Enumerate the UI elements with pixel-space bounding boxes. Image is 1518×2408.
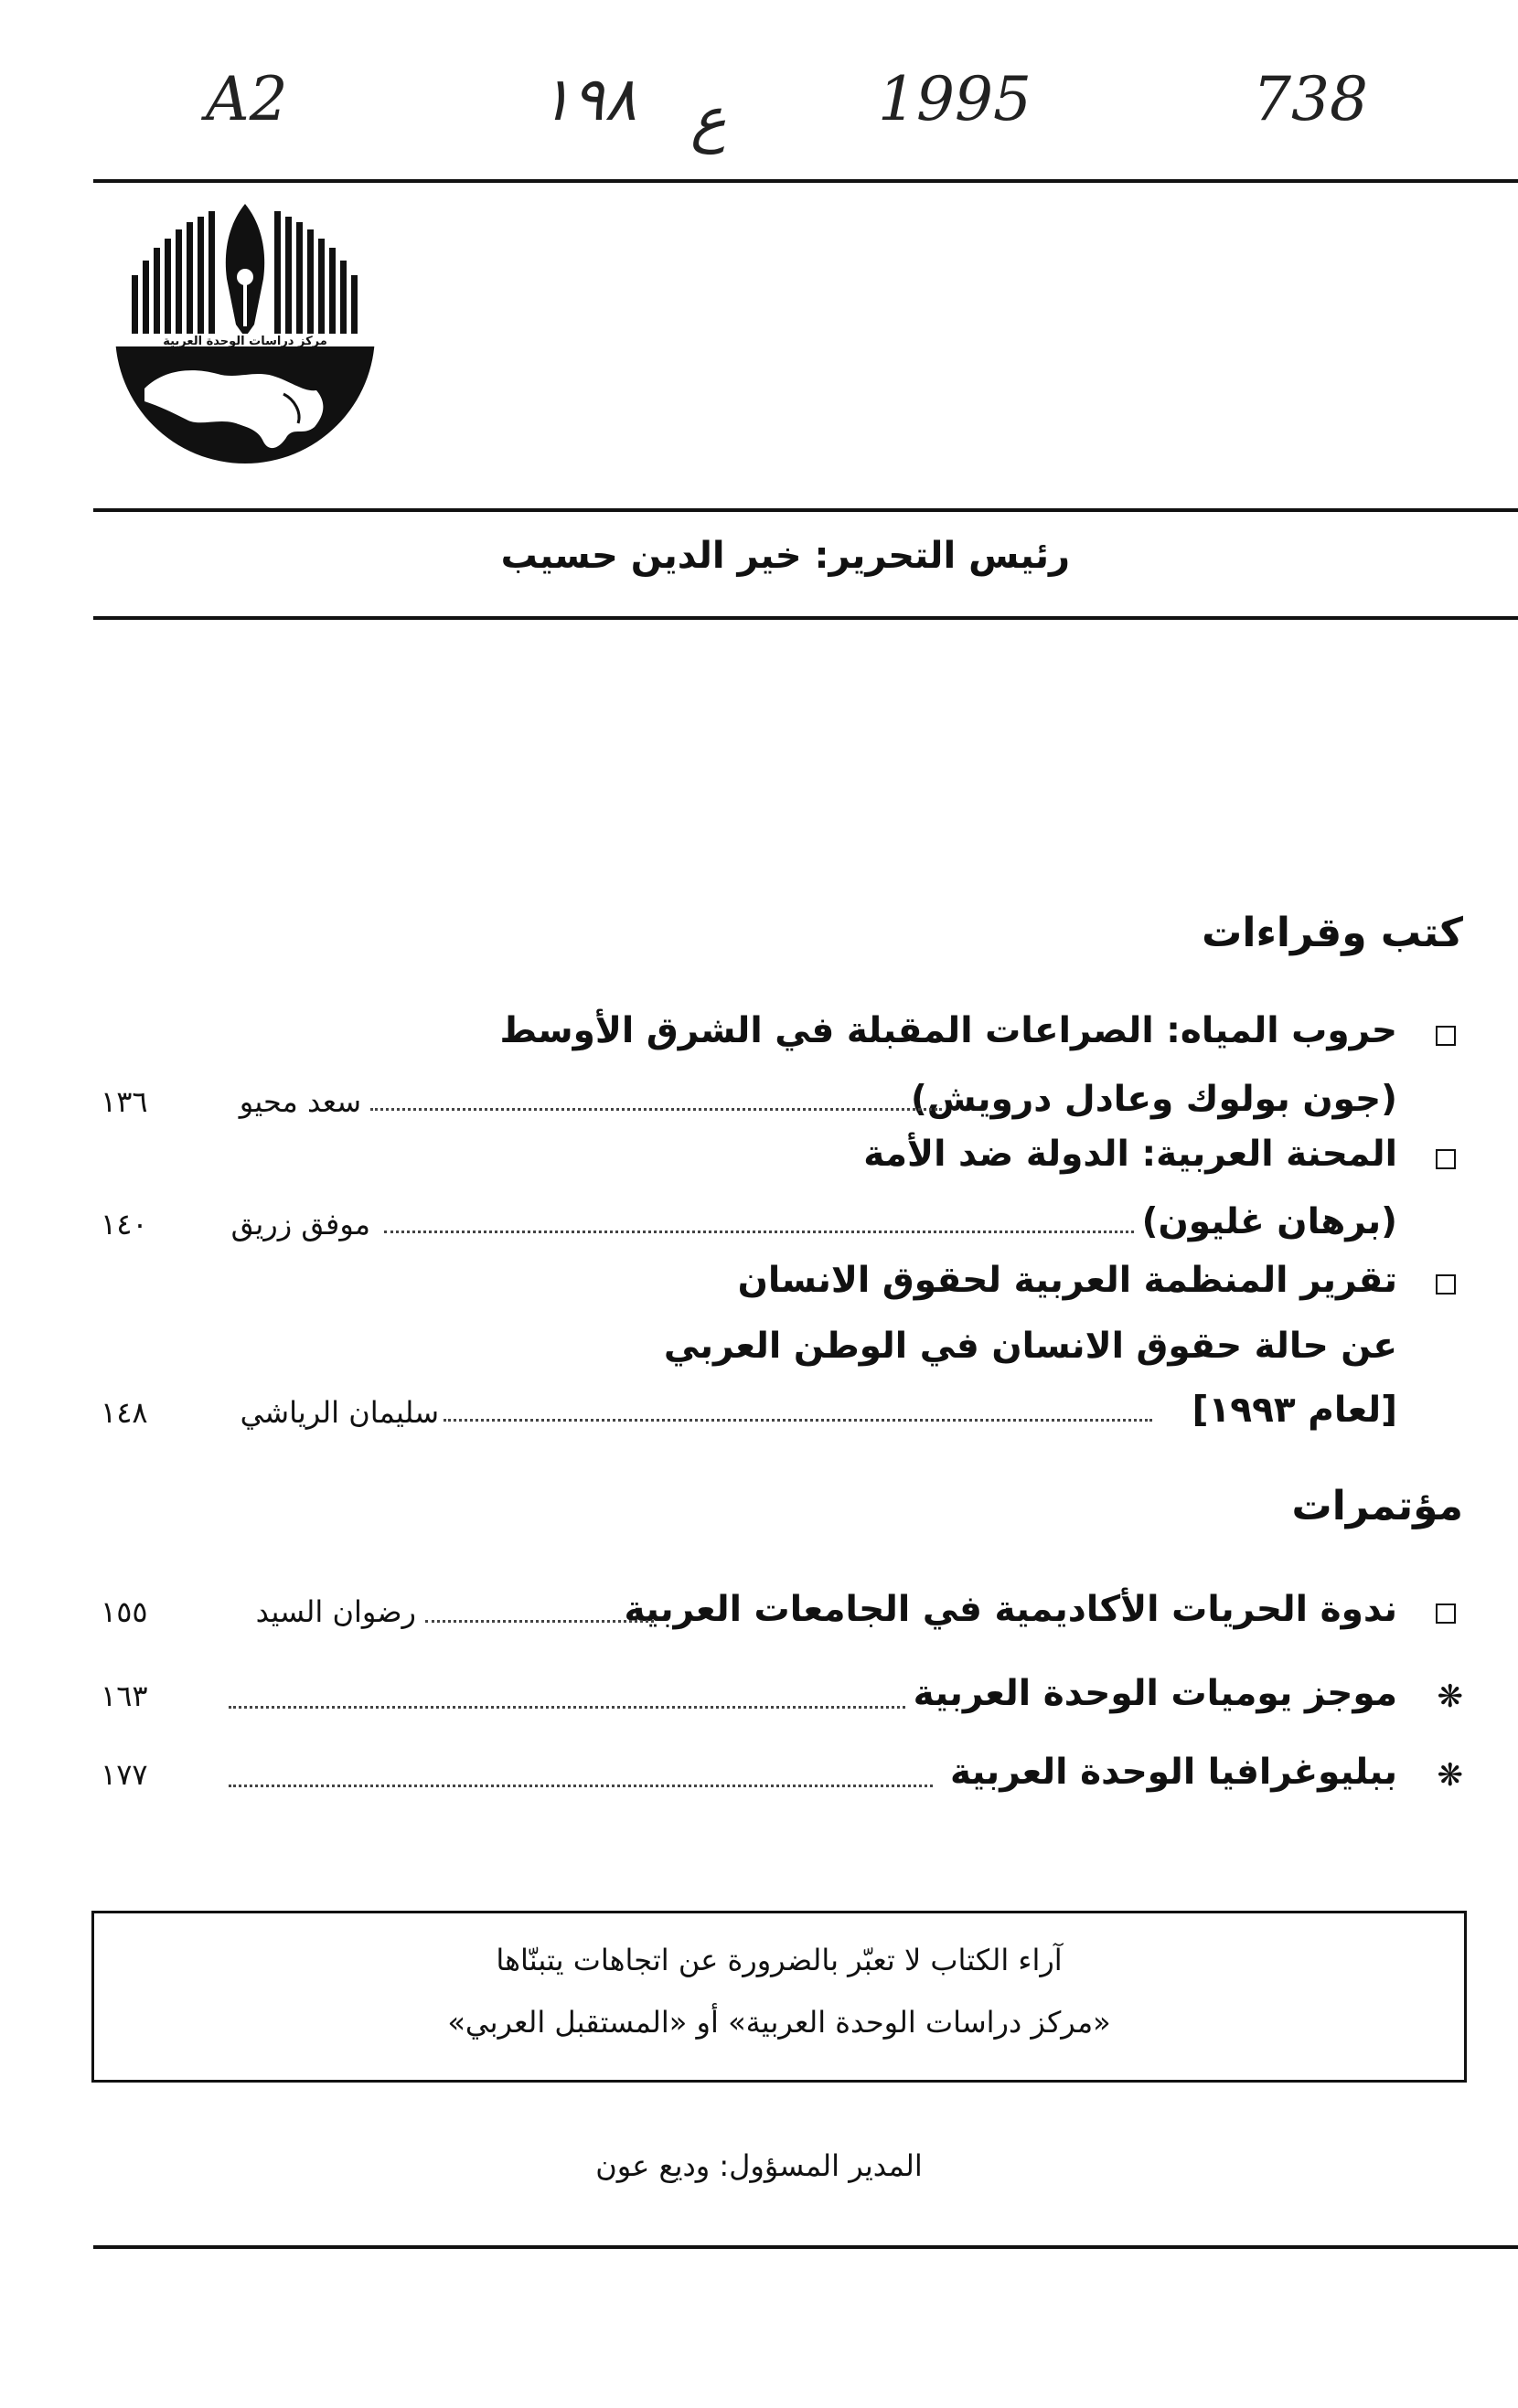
- managing-director: المدير المسؤول: وديع عون: [595, 2148, 923, 2183]
- handwritten-issue-number: ١٩٨: [540, 64, 637, 134]
- handwritten-letter: ع: [690, 84, 727, 154]
- entry-report-title[interactable]: تقرير المنظمة العربية لحقوق الانسان: [737, 1260, 1397, 1301]
- entry-report-author: سليمان الرياشي: [240, 1395, 439, 1430]
- disclaimer-box: [91, 1911, 1467, 2083]
- entry-crisis-subtitle: (برهان غليون): [1141, 1201, 1397, 1242]
- entry-report-line2: عن حالة حقوق الانسان في الوطن العربي: [663, 1326, 1397, 1367]
- entry-water-title[interactable]: حروب المياه: الصراعات المقبلة في الشرق الأوسط: [499, 1010, 1397, 1051]
- entry-symposium-author: رضوان السيد: [255, 1594, 416, 1629]
- dot-leader: [229, 1706, 905, 1709]
- editor-in-chief: رئيس التحرير: خير الدين حسيب: [500, 535, 1070, 577]
- logo-text: مركز دراسات الوحدة العربية: [163, 335, 327, 348]
- pen-nib-map-logo-icon: [108, 187, 382, 471]
- dot-leader: [444, 1419, 1152, 1422]
- entry-crisis-page: ١٤٠: [101, 1207, 148, 1241]
- logo-bottom-rule: [93, 508, 1518, 512]
- entry-water-subtitle: (جون بولوك وعادل درويش): [910, 1079, 1397, 1120]
- entry-crisis-title[interactable]: المحنة العربية: الدولة ضد الأمة: [863, 1134, 1397, 1175]
- entry-report-page: ١٤٨: [101, 1395, 148, 1430]
- disclaimer-line1: آراء الكتاب لا تعبّر بالضرورة عن اتجاهات يتبنّاها: [496, 1943, 1063, 1977]
- entry-report-line3: [لعام ١٩٩٣]: [1192, 1390, 1397, 1431]
- asterisk-icon: ❋: [1437, 1678, 1463, 1715]
- dot-leader: [370, 1108, 942, 1111]
- entry-diary-title[interactable]: موجز يوميات الوحدة العربية: [913, 1673, 1397, 1714]
- entry-water-page: ١٣٦: [101, 1084, 148, 1119]
- section-books-heading: كتب وقراءات: [1202, 910, 1463, 956]
- entry-biblio-title[interactable]: ببليوغرافيا الوحدة العربية: [949, 1752, 1397, 1793]
- entry-crisis-author: موفق زريق: [230, 1207, 370, 1241]
- disclaimer-line2: «مركز دراسات الوحدة العربية» أو «المستقبل العربي»: [447, 2005, 1111, 2040]
- entry-biblio-page: ١٧٧: [101, 1757, 148, 1792]
- asterisk-icon: ❋: [1437, 1757, 1463, 1794]
- checkbox-icon: [1436, 1149, 1456, 1169]
- dot-leader: [384, 1231, 1134, 1233]
- handwritten-year: 1995: [878, 64, 1032, 134]
- section-conferences-heading: مؤتمرات: [1291, 1483, 1463, 1529]
- entry-diary-page: ١٦٣: [101, 1678, 148, 1713]
- entry-symposium-page: ١٥٥: [101, 1594, 148, 1629]
- entry-water-author: سعد محيو: [239, 1084, 361, 1119]
- handwritten-note-left: A2: [206, 64, 288, 134]
- bottom-rule: [93, 2245, 1518, 2249]
- dot-leader: [425, 1620, 654, 1623]
- entry-symposium-title[interactable]: ندوة الحريات الأكاديمية في الجامعات العربية: [624, 1589, 1397, 1630]
- checkbox-icon: [1436, 1274, 1456, 1295]
- dot-leader: [229, 1785, 933, 1787]
- checkbox-icon: [1436, 1604, 1456, 1624]
- editor-bottom-rule: [93, 616, 1518, 620]
- top-rule: [93, 179, 1518, 183]
- handwritten-page-count: 738: [1253, 64, 1368, 134]
- checkbox-icon: [1436, 1026, 1456, 1046]
- center-logo: [108, 187, 382, 471]
